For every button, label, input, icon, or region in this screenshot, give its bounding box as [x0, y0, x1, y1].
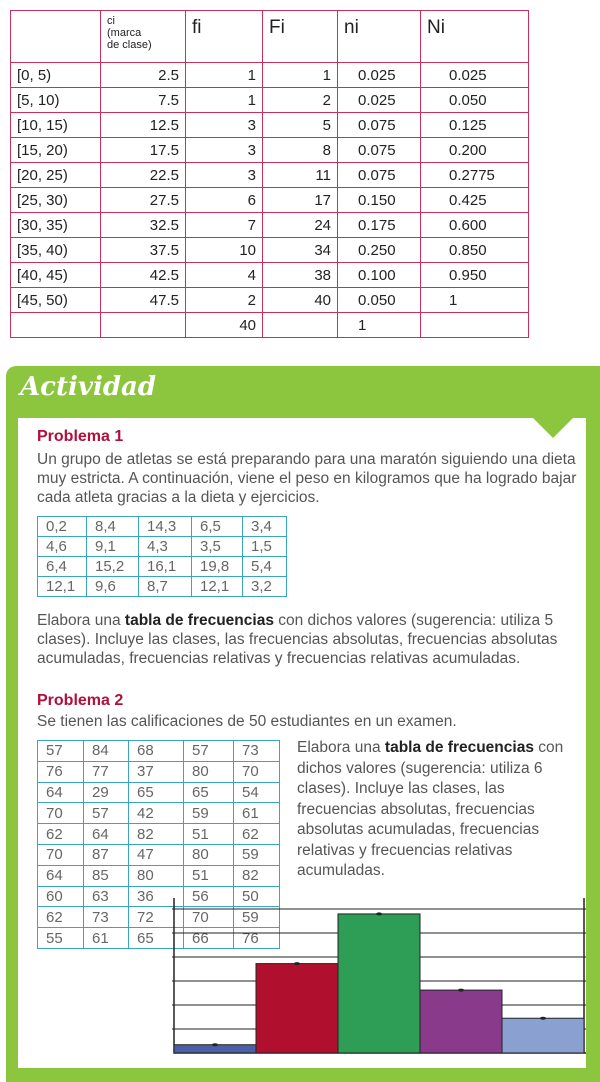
data-cell: 8,4	[87, 517, 139, 537]
data-cell: 80	[184, 844, 234, 865]
table-row	[11, 113, 529, 138]
cell-fi: 3	[186, 138, 263, 163]
header-fi: fi	[186, 11, 263, 63]
header-ni: ni	[338, 11, 421, 63]
cell-fi: 1	[263, 63, 338, 88]
cell-ni: 0.175	[338, 213, 421, 238]
panel-notch	[533, 418, 573, 438]
bar-top-marker	[540, 1017, 546, 1020]
data-cell: 61	[84, 928, 129, 949]
data-cell: 80	[184, 761, 234, 782]
data-cell: 59	[234, 844, 280, 865]
cell-ni: 0.025	[338, 63, 421, 88]
data-cell: 87	[84, 844, 129, 865]
cell-fi: 38	[263, 263, 338, 288]
cell-ci: 12.5	[101, 113, 186, 138]
header-ci: ci (marca de clase)	[101, 11, 186, 63]
bar-top-marker	[376, 912, 382, 915]
data-cell: 84	[84, 741, 129, 762]
cell-class	[11, 313, 101, 338]
cell-ni: 0.425	[421, 188, 529, 213]
data-row	[38, 844, 280, 865]
cell-ni: 0.2775	[421, 163, 529, 188]
cell-ci: 42.5	[101, 263, 186, 288]
cell-ni: 0.150	[338, 188, 421, 213]
cell-fi: 8	[263, 138, 338, 163]
cell-class: [20, 25)	[11, 163, 101, 188]
table-row	[11, 88, 529, 113]
data-cell: 56	[184, 886, 234, 907]
bar-chart	[172, 896, 586, 1056]
data-cell: 51	[184, 865, 234, 886]
data-cell: 16,1	[139, 557, 192, 577]
data-cell: 82	[234, 865, 280, 886]
data-cell: 15,2	[87, 557, 139, 577]
activity-title: Actividad	[20, 372, 157, 402]
data-row	[38, 865, 280, 886]
frequency-table	[10, 10, 529, 338]
cell-ci: 32.5	[101, 213, 186, 238]
cell-fi: 40	[263, 288, 338, 313]
header-ni: Ni	[421, 11, 529, 63]
bar-3	[338, 914, 420, 1053]
data-cell: 76	[38, 761, 84, 782]
data-row	[38, 803, 280, 824]
data-cell: 80	[129, 865, 184, 886]
data-cell: 70	[38, 844, 84, 865]
cell-ni: 1	[338, 313, 421, 338]
data-cell: 77	[84, 761, 129, 782]
data-cell: 85	[84, 865, 129, 886]
cell-ni: 0.025	[338, 88, 421, 113]
data-cell: 12,1	[192, 577, 243, 597]
data-cell: 57	[184, 741, 234, 762]
cell-ni: 0.025	[421, 63, 529, 88]
table-row	[11, 213, 529, 238]
cell-fi	[263, 313, 338, 338]
data-cell: 68	[129, 741, 184, 762]
data-row	[38, 557, 287, 577]
cell-ci: 27.5	[101, 188, 186, 213]
cell-fi: 11	[263, 163, 338, 188]
data-row	[38, 537, 287, 557]
bar-top-marker	[212, 1043, 218, 1046]
data-cell: 63	[84, 886, 129, 907]
data-row	[38, 577, 287, 597]
cell-ni: 0.850	[421, 238, 529, 263]
cell-fi: 34	[263, 238, 338, 263]
data-cell: 9,1	[87, 537, 139, 557]
bar-top-marker	[294, 962, 300, 965]
bar-top-marker	[458, 989, 464, 992]
cell-fi: 4	[186, 263, 263, 288]
data-row	[38, 824, 280, 845]
data-cell: 65	[184, 782, 234, 803]
data-cell: 42	[129, 803, 184, 824]
data-cell: 64	[38, 865, 84, 886]
header-class	[11, 11, 101, 63]
cell-class: [10, 15)	[11, 113, 101, 138]
data-cell: 6,4	[38, 557, 87, 577]
data-cell: 66	[184, 928, 234, 949]
table-row	[11, 63, 529, 88]
problem1-data-table	[37, 516, 287, 597]
data-cell: 12,1	[38, 577, 87, 597]
problem1-heading: Problema 1	[37, 428, 124, 445]
data-row	[38, 782, 280, 803]
data-cell: 62	[38, 907, 84, 928]
totals-row	[11, 313, 529, 338]
cell-ni	[421, 313, 529, 338]
data-cell: 65	[129, 928, 184, 949]
data-cell: 8,7	[139, 577, 192, 597]
cell-class: [5, 10)	[11, 88, 101, 113]
data-cell: 59	[234, 907, 280, 928]
data-cell: 55	[38, 928, 84, 949]
table-row	[11, 188, 529, 213]
cell-ni: 1	[421, 288, 529, 313]
data-cell: 65	[129, 782, 184, 803]
data-cell: 54	[234, 782, 280, 803]
data-cell: 37	[129, 761, 184, 782]
data-cell: 1,5	[243, 537, 287, 557]
data-cell: 0,2	[38, 517, 87, 537]
cell-ni: 0.950	[421, 263, 529, 288]
cell-fi: 24	[263, 213, 338, 238]
cell-class: [40, 45)	[11, 263, 101, 288]
bar-5	[502, 1018, 584, 1053]
problem2-heading: Problema 2	[37, 692, 124, 709]
data-cell: 73	[84, 907, 129, 928]
cell-ni: 0.050	[421, 88, 529, 113]
data-cell: 9,6	[87, 577, 139, 597]
problem1-intro: Un grupo de atletas se está preparando para una maratón siguiendo una dieta muy estricta. A continuación, viene el peso en kilogramos que ha logrado bajar cada atleta gracias a la dieta y ejercicios.	[37, 451, 577, 506]
data-cell: 50	[234, 886, 280, 907]
data-cell: 72	[129, 907, 184, 928]
data-cell: 64	[84, 824, 129, 845]
cell-class: [45, 50)	[11, 288, 101, 313]
cell-ni: 0.600	[421, 213, 529, 238]
cell-ci: 7.5	[101, 88, 186, 113]
data-cell: 61	[234, 803, 280, 824]
data-cell: 47	[129, 844, 184, 865]
cell-fi: 1	[186, 88, 263, 113]
cell-ni: 0.075	[338, 163, 421, 188]
cell-fi: 6	[186, 188, 263, 213]
problem2-intro: Se tienen las calificaciones de 50 estudiantes en un examen.	[37, 713, 457, 730]
cell-ni: 0.075	[338, 113, 421, 138]
data-cell: 4,6	[38, 537, 87, 557]
cell-fi: 1	[186, 63, 263, 88]
table-header-row	[11, 11, 529, 63]
data-cell: 14,3	[139, 517, 192, 537]
cell-ni: 0.100	[338, 263, 421, 288]
data-cell: 29	[84, 782, 129, 803]
cell-ci	[101, 313, 186, 338]
table-row	[11, 138, 529, 163]
cell-fi: 3	[186, 163, 263, 188]
cell-class: [15, 20)	[11, 138, 101, 163]
data-cell: 59	[184, 803, 234, 824]
data-row	[38, 517, 287, 537]
cell-fi: 40	[186, 313, 263, 338]
data-row	[38, 741, 280, 762]
cell-class: [25, 30)	[11, 188, 101, 213]
data-cell: 73	[234, 741, 280, 762]
table-row	[11, 288, 529, 313]
cell-fi: 7	[186, 213, 263, 238]
data-cell: 4,3	[139, 537, 192, 557]
data-cell: 62	[234, 824, 280, 845]
cell-ci: 37.5	[101, 238, 186, 263]
cell-ni: 0.125	[421, 113, 529, 138]
problem1-task: Elabora una tabla de frecuencias con dichos valores (sugerencia: utiliza 5 clases). Incluye las clases, las frecuencias absolutas, frecuencias absolutas acumuladas, frecuencias relativas y frecuencias relativas acumuladas.	[37, 612, 558, 667]
table-row	[11, 263, 529, 288]
data-cell: 3,4	[243, 517, 287, 537]
cell-fi: 2	[263, 88, 338, 113]
bar-4	[420, 990, 502, 1053]
cell-fi: 5	[263, 113, 338, 138]
table-row	[11, 163, 529, 188]
data-cell: 70	[184, 907, 234, 928]
cell-ci: 22.5	[101, 163, 186, 188]
data-cell: 70	[234, 761, 280, 782]
bar-2	[256, 964, 338, 1053]
data-cell: 64	[38, 782, 84, 803]
cell-fi: 17	[263, 188, 338, 213]
cell-fi: 10	[186, 238, 263, 263]
data-cell: 5,4	[243, 557, 287, 577]
cell-ni: 0.250	[338, 238, 421, 263]
cell-class: [30, 35)	[11, 213, 101, 238]
cell-ni: 0.075	[338, 138, 421, 163]
data-cell: 57	[38, 741, 84, 762]
data-cell: 51	[184, 824, 234, 845]
data-cell: 60	[38, 886, 84, 907]
data-cell: 3,2	[243, 577, 287, 597]
data-cell: 76	[234, 928, 280, 949]
cell-ni: 0.050	[338, 288, 421, 313]
data-cell: 3,5	[192, 537, 243, 557]
data-cell: 19,8	[192, 557, 243, 577]
problem2-task: Elabora una tabla de frecuencias con dichos valores (sugerencia: utiliza 6 clases). Incluye las clases, las frecuencias absolutas, frecuencias absolutas acumuladas, frecuencias relativas y frecuencias relativas acumuladas.	[297, 739, 564, 879]
data-cell: 36	[129, 886, 184, 907]
header-fi: Fi	[263, 11, 338, 63]
cell-fi: 3	[186, 113, 263, 138]
data-cell: 62	[38, 824, 84, 845]
data-cell: 82	[129, 824, 184, 845]
cell-ni: 0.200	[421, 138, 529, 163]
data-row	[38, 761, 280, 782]
table-row	[11, 238, 529, 263]
data-cell: 57	[84, 803, 129, 824]
cell-class: [35, 40)	[11, 238, 101, 263]
cell-class: [0, 5)	[11, 63, 101, 88]
data-cell: 70	[38, 803, 84, 824]
cell-ci: 47.5	[101, 288, 186, 313]
data-cell: 6,5	[192, 517, 243, 537]
cell-ci: 17.5	[101, 138, 186, 163]
cell-ci: 2.5	[101, 63, 186, 88]
cell-fi: 2	[186, 288, 263, 313]
